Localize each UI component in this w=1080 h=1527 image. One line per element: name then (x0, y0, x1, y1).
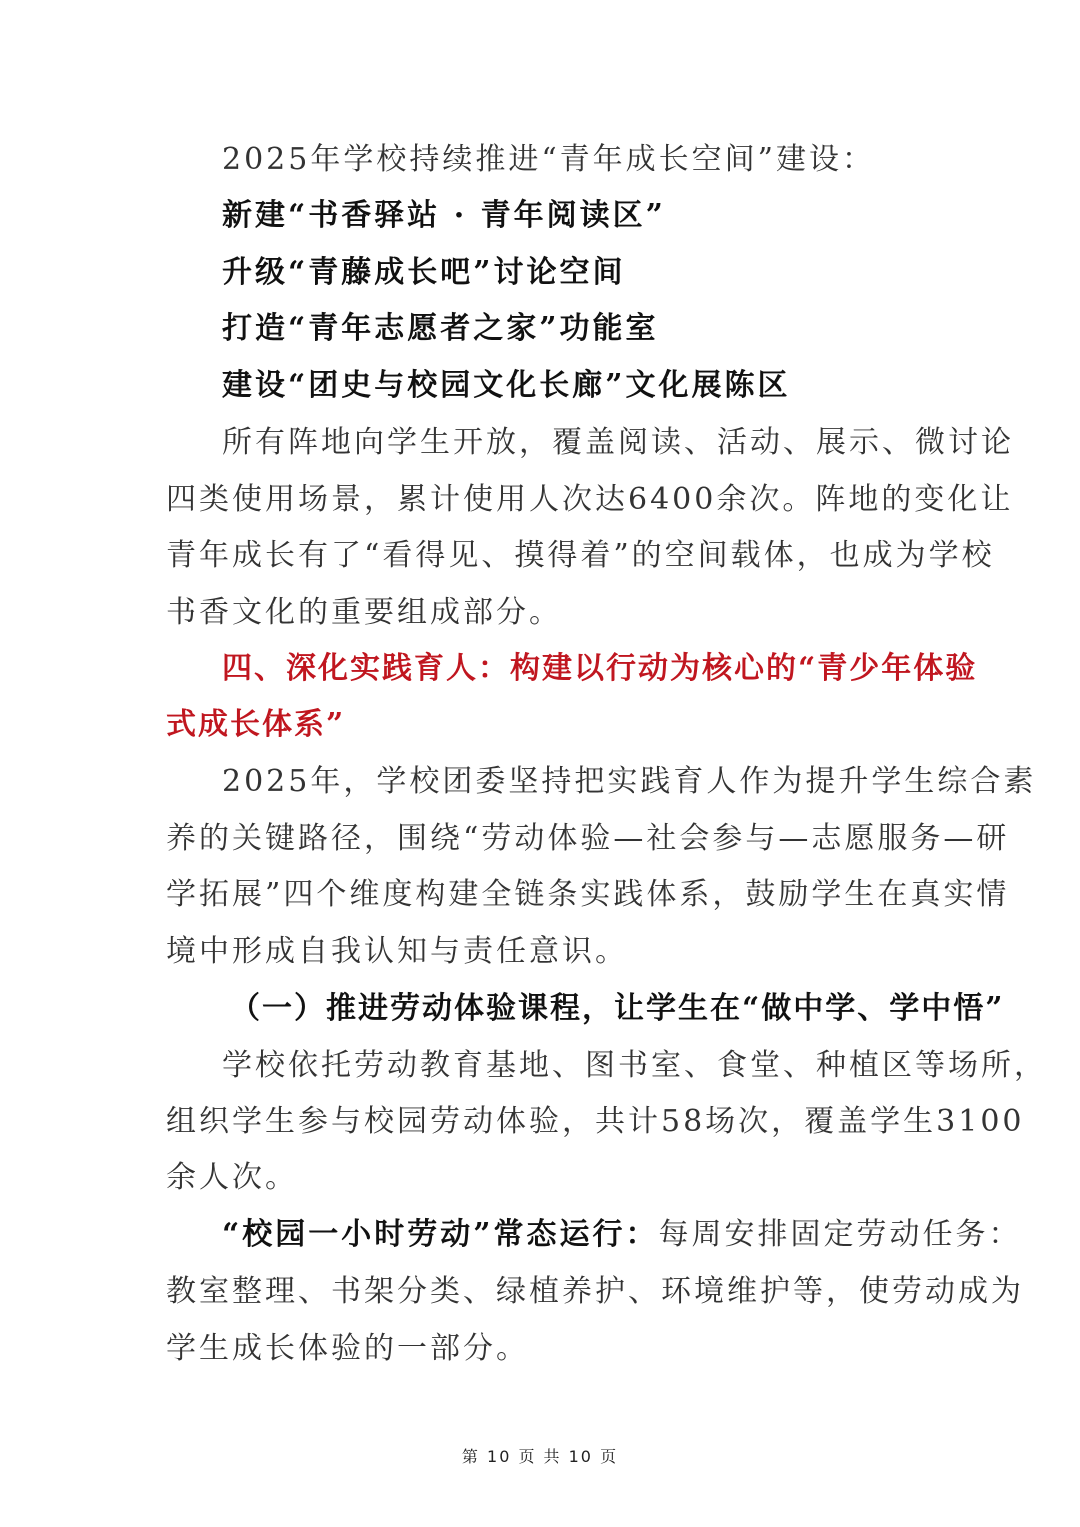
paragraph-line: 书香文化的重要组成部分。 (166, 595, 562, 630)
paragraph-line: 组织学生参与校园劳动体验，共计58场次，覆盖学生3100 (166, 1104, 1025, 1139)
list-item: 建设“团史与校园文化长廊”文化展陈区 (222, 368, 791, 403)
paragraph-line: 境中形成自我认知与责任意识。 (166, 934, 628, 969)
paragraph-line: 青年成长有了“看得见、摸得着”的空间载体，也成为学校 (166, 538, 995, 573)
paragraph-text: 每周安排固定劳动任务： (658, 1217, 1022, 1252)
paragraph-line: 教室整理、书架分类、绿植养护、环境维护等，使劳动成为 (166, 1274, 1024, 1309)
page-footer: 第 10 页 共 10 页 (461, 1447, 619, 1466)
bold-lead-text: “校园一小时劳动”常态运行： (222, 1217, 659, 1252)
list-item: 打造“青年志愿者之家”功能室 (222, 311, 659, 346)
paragraph-line: 余人次。 (166, 1160, 298, 1195)
paragraph-line (222, 1215, 1022, 1255)
paragraph-line: 所有阵地向学生开放，覆盖阅读、活动、展示、微讨论 (222, 425, 1014, 460)
section-heading: 式成长体系” (166, 707, 346, 742)
list-item: 新建“书香驿站 · 青年阅读区” (222, 198, 666, 233)
paragraph-line: 学生成长体验的一部分。 (166, 1331, 529, 1366)
section-heading: 四、深化实践育人：构建以行动为核心的“青少年体验 (222, 651, 978, 686)
list-item: 升级“青藤成长吧”讨论空间 (222, 255, 626, 290)
subsection-heading: （一）推进劳动体验课程，让学生在“做中学、学中悟” (230, 991, 1005, 1026)
paragraph-line: 2025年，学校团委坚持把实践育人作为提升学生综合素 (222, 764, 1037, 799)
paragraph-line: 学校依托劳动教育基地、图书室、食堂、种植区等场所， (222, 1048, 1047, 1083)
paragraph-line: 学拓展”四个维度构建全链条实践体系，鼓励学生在真实情 (166, 877, 1010, 912)
paragraph-line: 养的关键路径，围绕“劳动体验—社会参与—志愿服务—研 (166, 821, 1010, 856)
intro-paragraph: 2025年学校持续推进“青年成长空间”建设： (222, 142, 876, 177)
paragraph-line: 四类使用场景，累计使用人次达6400余次。阵地的变化让 (166, 482, 1014, 517)
